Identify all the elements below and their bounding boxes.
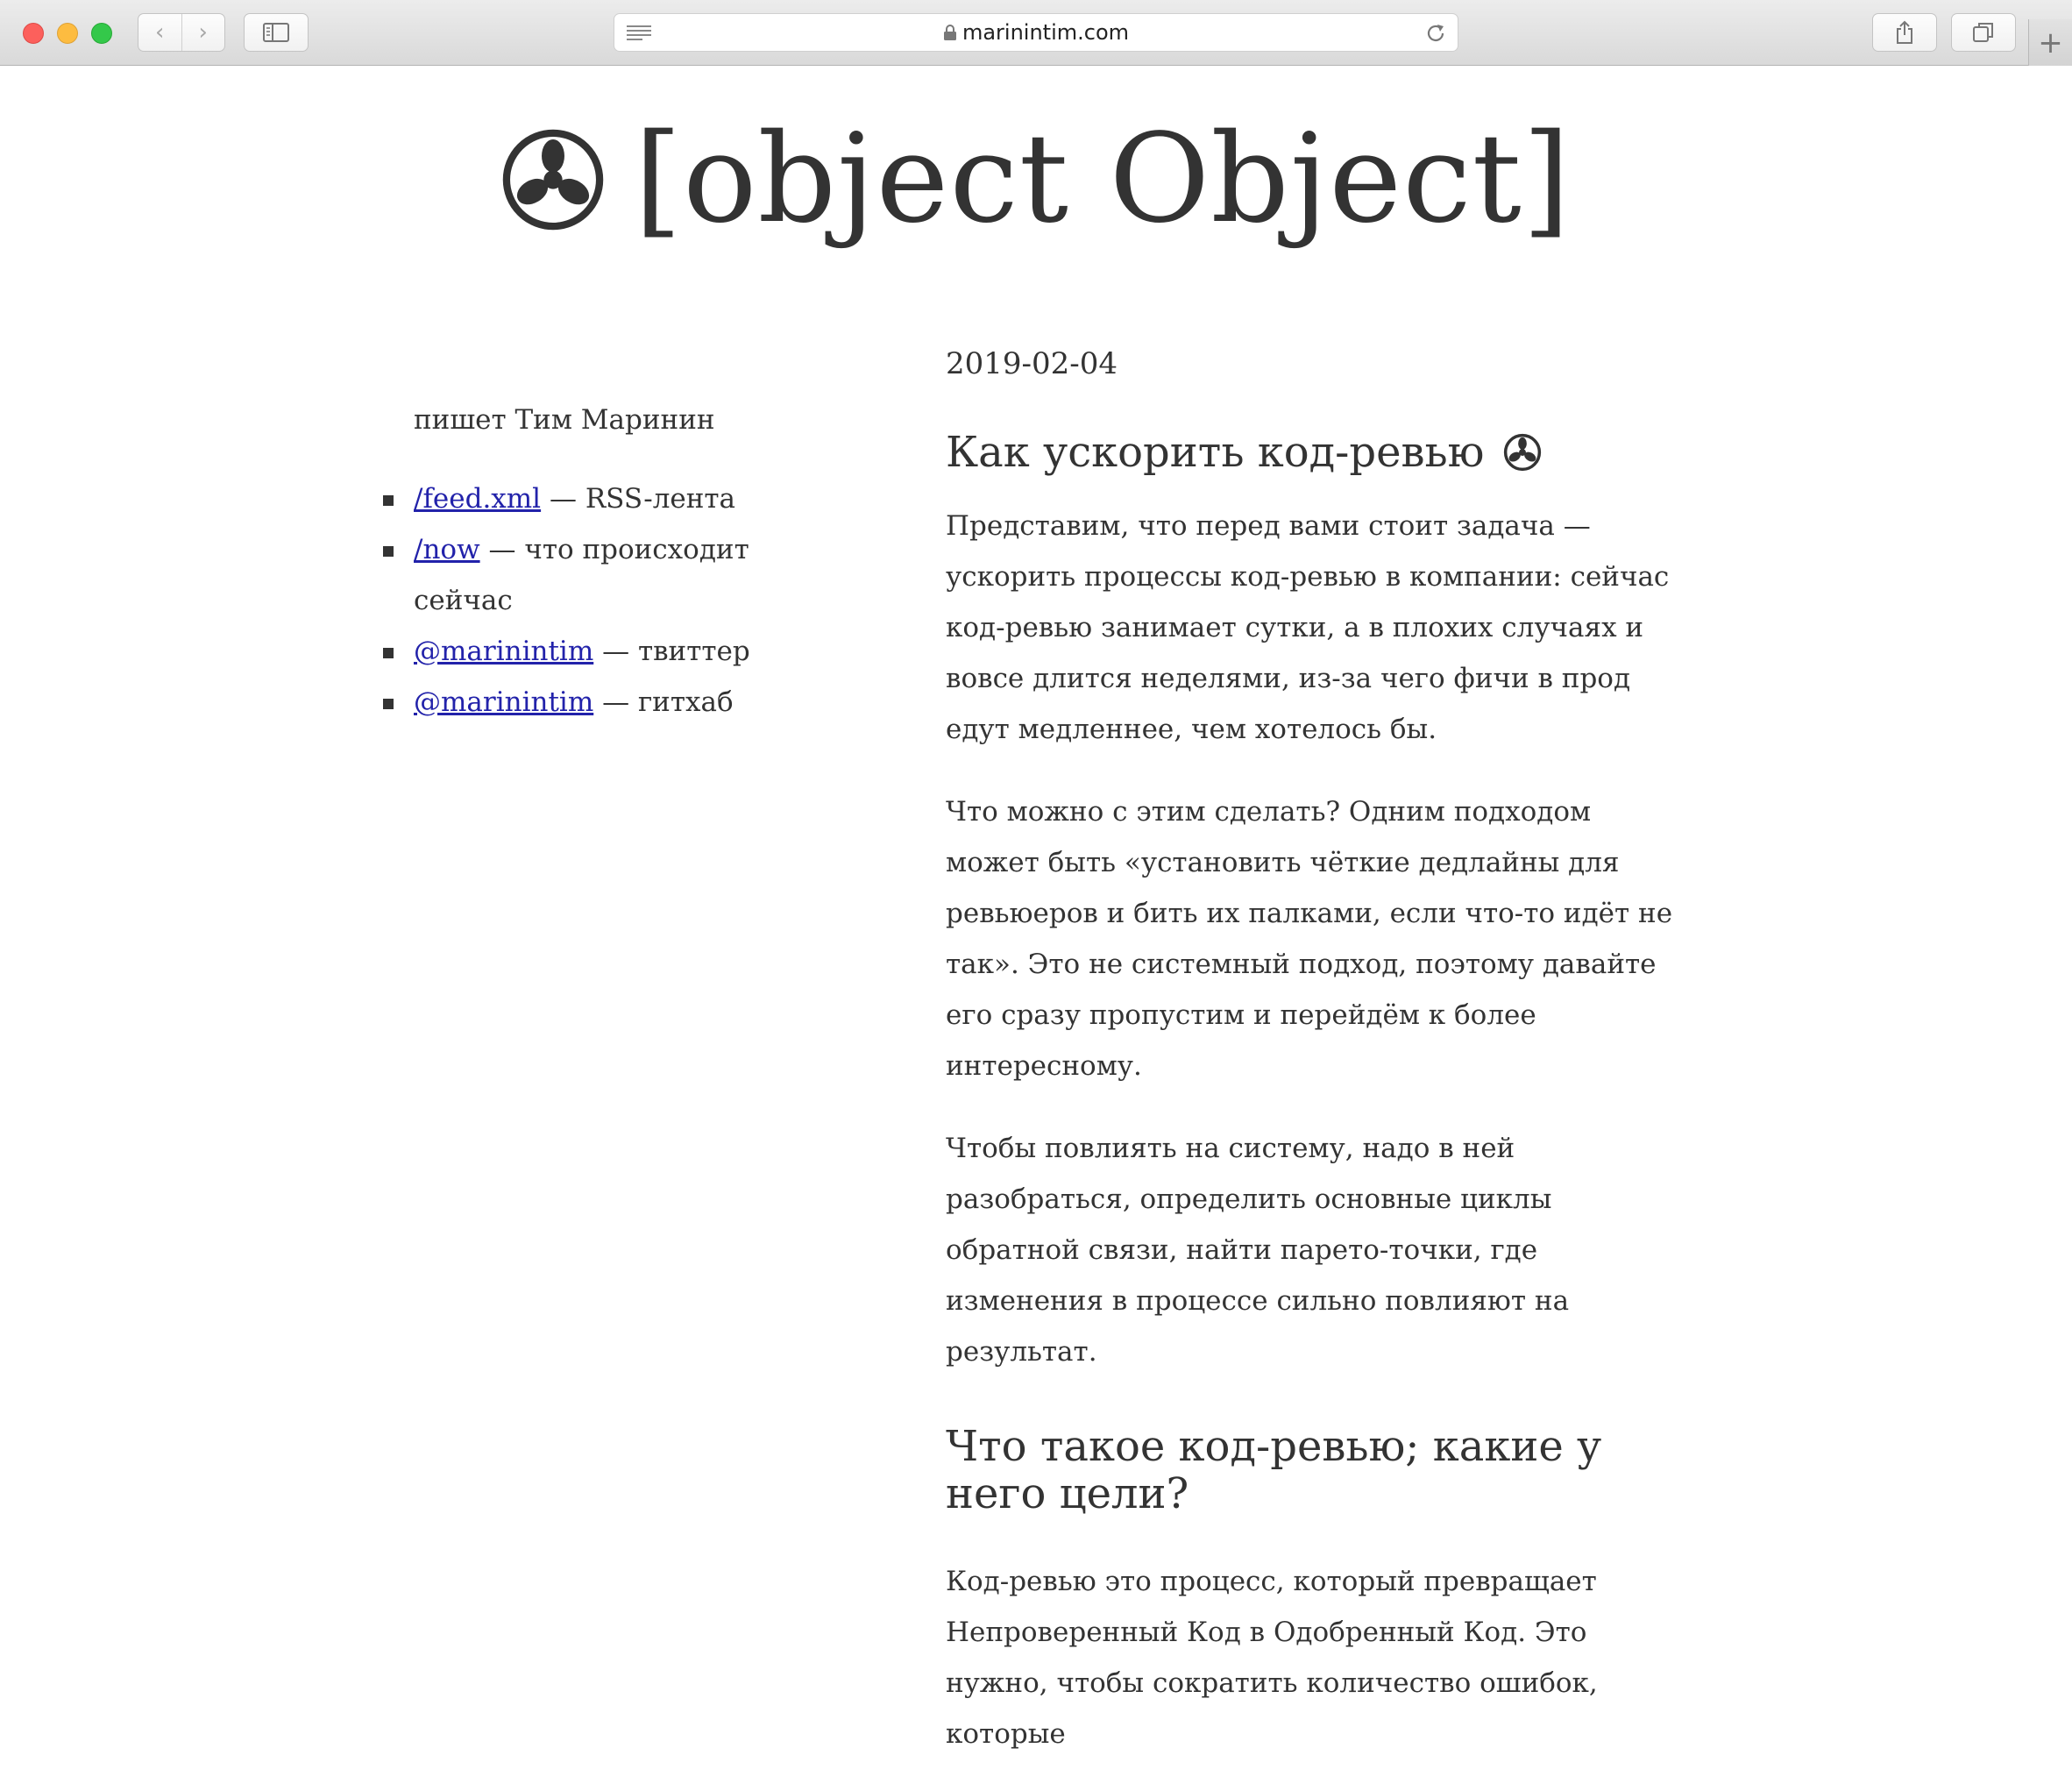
- article-paragraph: Код-ревью это процесс, который превращает Непроверенный Код в Одобренный Код. Это нужно, чтобы сократить количество ошибок, которые: [946, 1566, 1598, 1750]
- back-button[interactable]: [138, 14, 181, 51]
- section-heading: Что такое код-ревью; какие у него цели?: [946, 1422, 1602, 1518]
- article: [946, 338, 1673, 1791]
- site-header: [0, 96, 2072, 263]
- close-window-button[interactable]: [23, 23, 44, 44]
- twitter-link[interactable]: @marinintim: [414, 636, 594, 667]
- article-paragraph: Представим, что перед вами стоит задача — ускорить процессы код-ревью в компании: сейчас код-ревью занимает сутки, а в плохих случаях и вовсе длится неделями, из-за чего фичи в прод едут медленнее, чем хотелось бы.: [946, 510, 1670, 745]
- article-paragraph: Что можно с этим сделать? Одним подходом может быть «установить чёткие дедлайны для ревьюеров и бить их палками, если что-то идёт не так». Это не системный подход, поэтому давайте его сразу пропустим и перейдём к более интересному.: [946, 796, 1673, 1082]
- link-description: — твиттер: [593, 636, 750, 667]
- share-button[interactable]: [1872, 13, 1937, 52]
- link-description: — что происходит сейчас: [414, 534, 749, 616]
- list-item-github: [414, 677, 782, 728]
- propeller-logo-icon[interactable]: [501, 128, 605, 231]
- article-paragraph: Чтобы повлиять на систему, надо в ней разобраться, определить основные циклы обратной связи, найти парето-точки, где изменения в процессе сильно повлияют на результат.: [946, 1133, 1570, 1368]
- chevron-left-icon: ‹: [155, 19, 165, 46]
- new-tab-button[interactable]: [2028, 19, 2072, 66]
- show-sidebar-button[interactable]: [244, 13, 309, 52]
- chevron-right-icon: ›: [198, 19, 208, 46]
- zoom-window-button[interactable]: [91, 23, 112, 44]
- plus-icon: +: [2038, 25, 2063, 60]
- tabs-icon: [1972, 21, 1995, 44]
- show-all-tabs-button[interactable]: [1951, 13, 2016, 52]
- feed-link[interactable]: /feed.xml: [414, 483, 542, 515]
- address-bar[interactable]: [614, 13, 1458, 52]
- site-title[interactable]: [object Object]: [634, 108, 1572, 251]
- browser-toolbar: [0, 0, 2072, 66]
- sidebar: [414, 394, 782, 728]
- url-text: marinintim.com: [961, 20, 1130, 45]
- sidebar-links: [414, 473, 782, 728]
- link-description: — гитхаб: [593, 686, 734, 718]
- list-item-feed: [414, 473, 782, 524]
- reload-icon[interactable]: [1424, 22, 1447, 45]
- share-icon: [1895, 20, 1914, 45]
- link-description: — RSS-лента: [541, 483, 736, 515]
- list-item-twitter: [414, 626, 782, 677]
- navigation-buttons: [138, 13, 225, 52]
- post-title-text: Как ускорить код-ревью: [946, 428, 1485, 477]
- post-title: [946, 422, 1673, 483]
- lock-icon: [943, 24, 957, 41]
- url-display[interactable]: [614, 14, 1458, 51]
- now-link[interactable]: /now: [414, 534, 480, 565]
- post-date: 2019-02-04: [946, 346, 1118, 381]
- sidebar-icon: [263, 23, 289, 42]
- propeller-icon: [1503, 433, 1542, 472]
- github-link[interactable]: @marinintim: [414, 686, 594, 718]
- list-item-now: [414, 524, 782, 626]
- author-byline: пишет Тим Маринин: [414, 404, 715, 436]
- minimize-window-button[interactable]: [57, 23, 78, 44]
- forward-button[interactable]: [181, 14, 225, 51]
